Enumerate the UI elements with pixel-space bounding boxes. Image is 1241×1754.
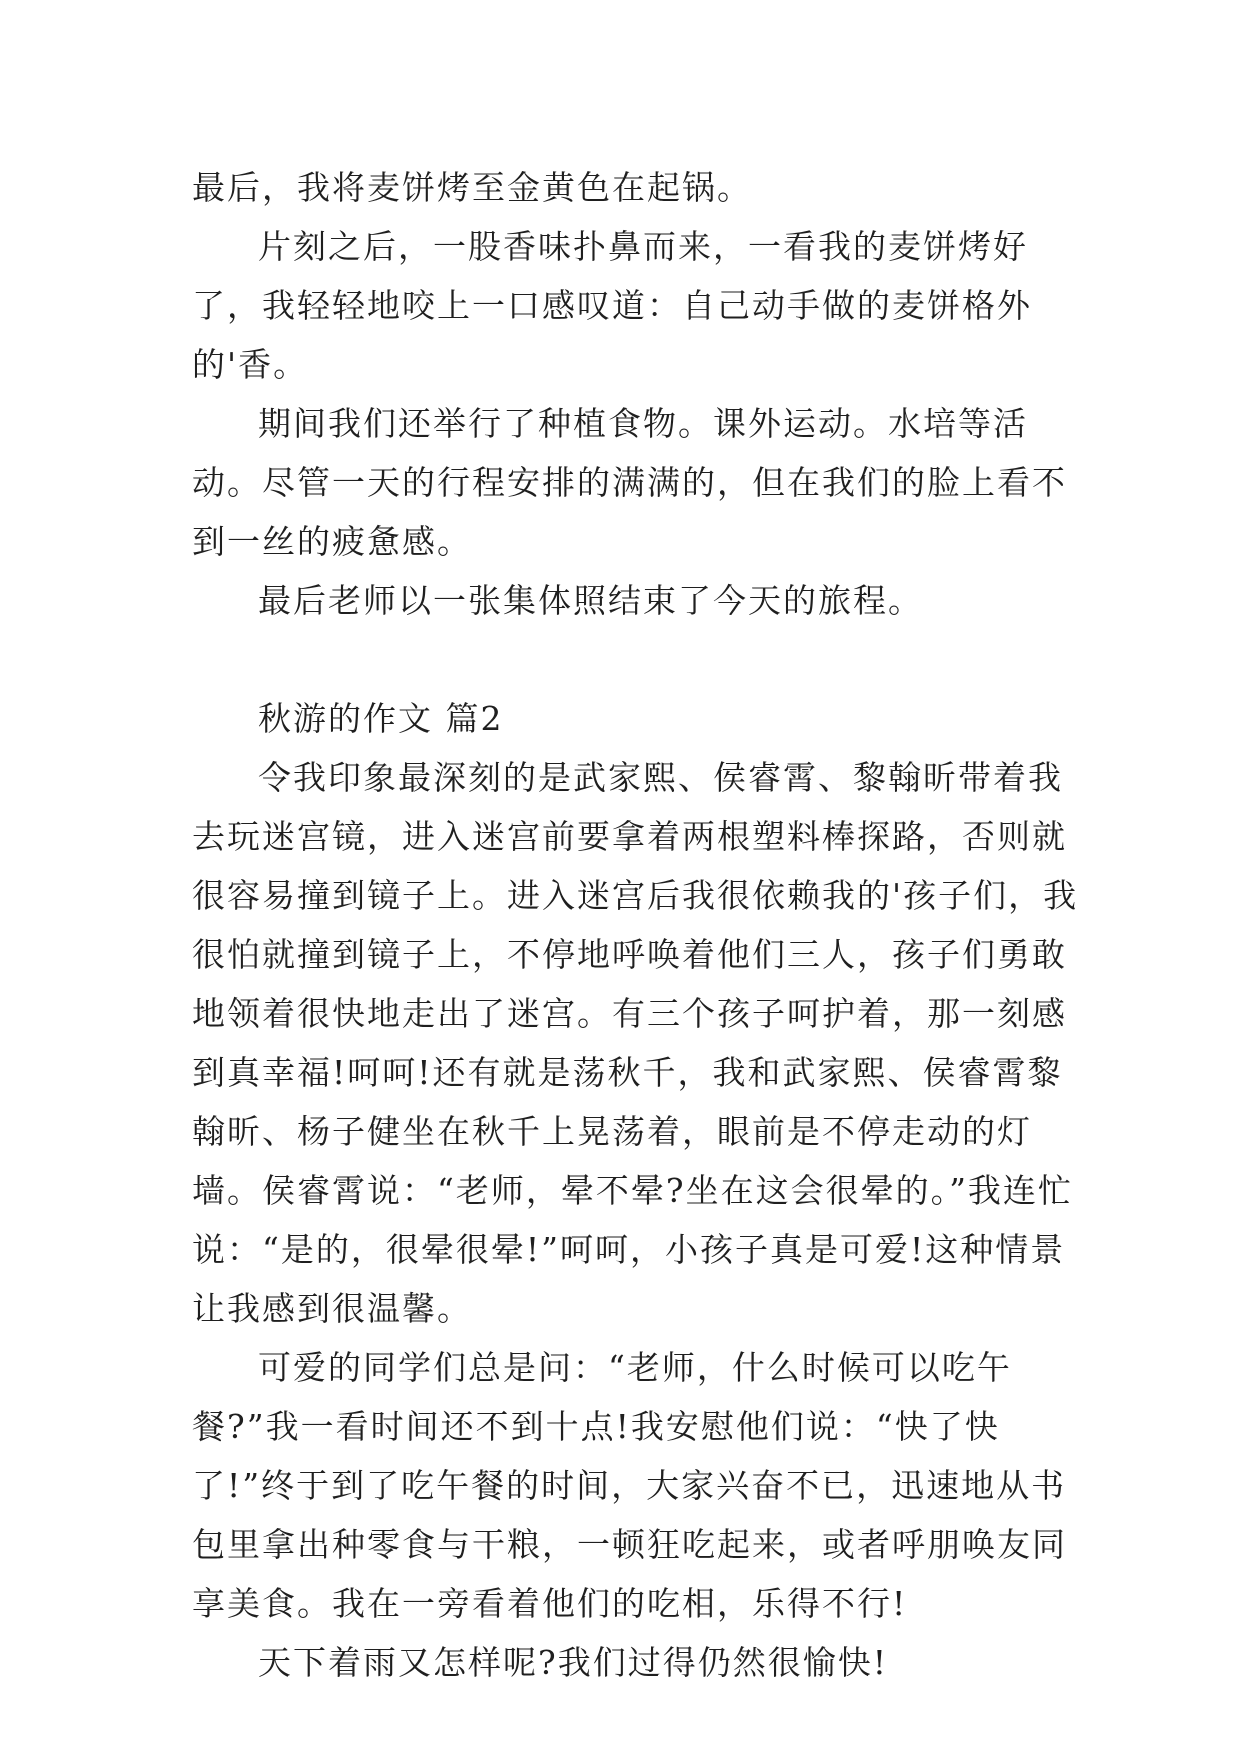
paragraph: 期间我们还举行了种植食物。课外运动。水培等活动。尽管一天的行程安排的满满的，但在我们的脸上看不到一丝的疲惫感。: [192, 404, 1067, 561]
paragraph: 天下着雨又怎样呢?我们过得仍然很愉快!: [258, 1643, 888, 1682]
document-body: [192, 158, 1092, 1692]
paragraph: 可爱的同学们总是问：“老师，什么时候可以吃午餐?”我一看时间还不到十点!我安慰他们说：“快了快了!”终于到了吃午餐的时间，大家兴奋不已，迅速地从书包里拿出种零食与干粮，一顿狂吃起来，或者呼朋唤友同享美食。我在一旁看着他们的吃相，乐得不行!: [192, 1348, 1067, 1623]
section-gap: [192, 630, 1092, 689]
paragraph: 片刻之后，一股香味扑鼻而来，一看我的麦饼烤好了，我轻轻地咬上一口感叹道：自己动手做的麦饼格外的'香。: [192, 227, 1032, 384]
section-title: 秋游的作文 篇2: [258, 699, 504, 738]
paragraph: 最后老师以一张集体照结束了今天的旅程。: [258, 581, 923, 620]
paragraph: 最后，我将麦饼烤至金黄色在起锅。: [192, 168, 752, 207]
paragraph: 令我印象最深刻的是武家熙、侯睿霄、黎翰昕带着我去玩迷宫镜，进入迷宫前要拿着两根塑料棒探路，否则就很容易撞到镜子上。进入迷宫后我很依赖我的'孩子们，我很怕就撞到镜子上，不停地呼唤着他们三人，孩子们勇敢地领着很快地走出了迷宫。有三个孩子呵护着，那一刻感到真幸福!呵呵!还有就是荡秋千，我和武家熙、侯睿霄黎翰昕、杨子健坐在秋千上晃荡着，眼前是不停走动的灯墙。侯睿霄说：“老师，晕不晕?坐在这会很晕的。”我连忙说：“是的，很晕很晕!”呵呵，小孩子真是可爱!这种情景让我感到很温馨。: [192, 758, 1079, 1328]
